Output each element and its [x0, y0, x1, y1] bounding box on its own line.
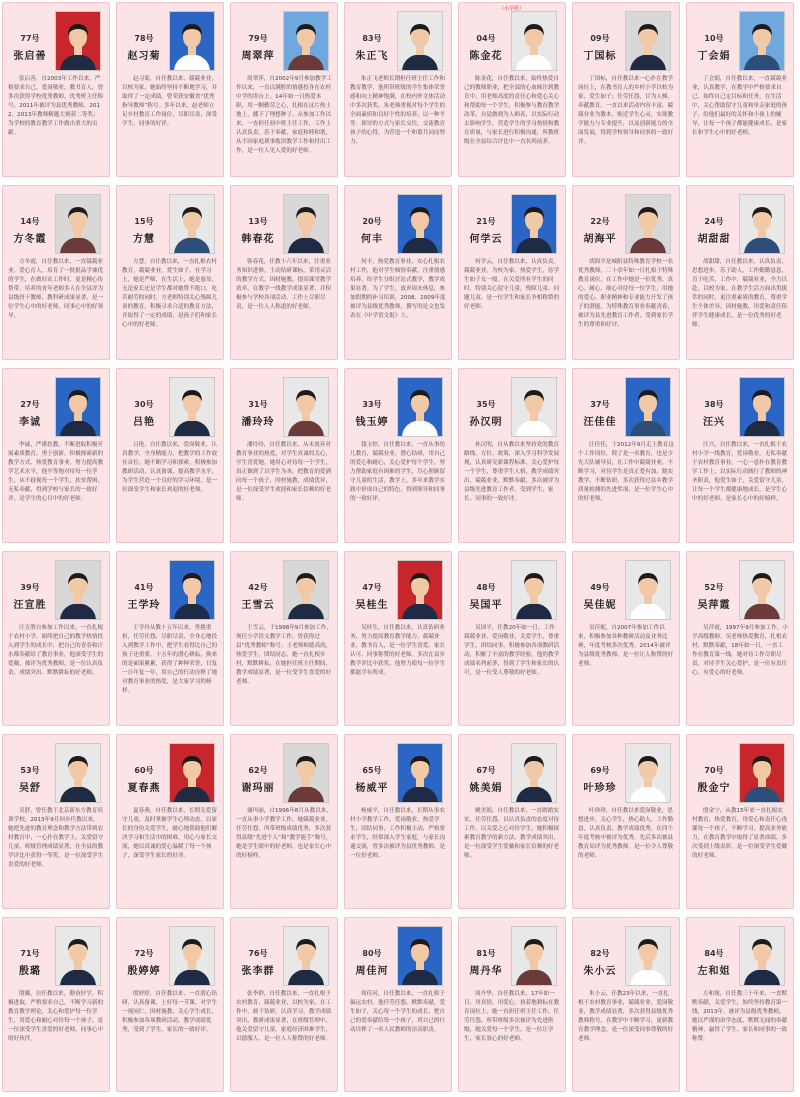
- teacher-number: 15号: [134, 217, 154, 226]
- teacher-photo: [169, 194, 215, 254]
- teacher-bio: 丁国标，自任教以来一心扑在教学岗位上，在教书育人的乡村小学以校为家，爱生如子；任劳任怨，甘为人梯，奉献教育，一直以来活动内容丰富，兢兢业业为教本，贴近学生心灵，实现教学能力与专业提升，以及创新能力的全面发展，得到学校领导和同事的一致好评。: [578, 76, 674, 145]
- teacher-card: [458, 551, 566, 726]
- teacher-photo: [511, 194, 557, 254]
- teacher-number: 60号: [134, 766, 154, 775]
- teacher-card: [572, 551, 680, 726]
- teacher-photo: [397, 926, 443, 986]
- teacher-name: 殷金宁: [697, 783, 731, 794]
- teacher-photo: [169, 743, 215, 803]
- teacher-photo: [739, 560, 785, 620]
- teacher-bio: 吴桂生，自任教以来，认真钻研业务，努力提高教育教学能力，兢兢业业，教书育人，是一位学生喜爱、家长认可、同事称赞的好老师。多次在县乡教学评比中获奖，他努力使每一位学生都能学有所成。: [350, 625, 446, 676]
- teacher-card: [230, 368, 338, 543]
- teacher-card: [572, 185, 680, 360]
- teacher-card: [686, 368, 794, 543]
- teacher-name: 丁国标: [583, 51, 617, 62]
- teacher-number: 33号: [362, 400, 382, 409]
- teacher-name: 吴佳妮: [583, 600, 617, 611]
- teacher-number: 47号: [362, 583, 382, 592]
- teacher-bio: 殷婷婷，自任教以来，一直潜心钻研，认真备课，上好每一节课，对学生一视同仁，因材施教，关心学生成长，积极参加各项教研活动，教学成绩优秀，受到了学生、家长的一致好评。: [122, 991, 218, 1033]
- teacher-photo: [397, 743, 443, 803]
- teacher-card: [2, 2, 110, 177]
- teacher-number: 65号: [362, 766, 382, 775]
- teacher-name: 钱玉婷: [355, 417, 389, 428]
- teacher-bio: 潘玲玲，自任教以来，从未放弃对教育事业的热爱，对学生真诚的关心，学生喜爱她，她用心对待每一个学生，真正做到了以学生为本，把教育的爱洒向每一个孩子，因材施教，成绩优异，是一位深受学生欢迎和家长信赖的好老师。: [236, 442, 332, 502]
- teacher-card: [344, 551, 452, 726]
- teacher-bio: 李诚，严谨扶教，不断进取积极开展素质教育，勇于创新，积极探索新的教学方式，热爱教育事业，努力提高教学艺术水平，他平等地对待每一位学生，从不歧视每一个学生，扶贫帮困，无私奉献，得到学校与家长的一致好评，是学生的心目中的好老师。: [8, 442, 104, 502]
- teacher-card: [458, 368, 566, 543]
- teacher-photo: [397, 377, 443, 437]
- teacher-card: [686, 734, 794, 909]
- teacher-number: 70号: [704, 766, 724, 775]
- teacher-card: [230, 734, 338, 909]
- teacher-photo: [55, 560, 101, 620]
- teacher-name: 吕艳: [133, 417, 155, 428]
- teacher-photo: [55, 926, 101, 986]
- teacher-name: 韩春花: [241, 234, 275, 245]
- teacher-number: 69号: [590, 766, 610, 775]
- teacher-bio: 何学云，自任教以来，认真负责，兢兢业业，为校为家。热爱学生，待学生如子女一般。在关爱所有学生的同时，特别关心留守儿童，残障儿童、问题儿童，是一位学生和家长争相称赞的好老师。: [464, 259, 560, 310]
- teacher-number: 14号: [20, 217, 40, 226]
- teacher-number: 62号: [248, 766, 268, 775]
- teacher-photo: [511, 926, 557, 986]
- teacher-card: [230, 551, 338, 726]
- teacher-name: 孙汉明: [469, 417, 503, 428]
- teacher-bio: 夏春燕，自任教以来，长期关爱留守儿童，及时掌握学生心理动态，以家长的身份关爱学生，耐心地帮助他们解决学习和生活中的困难，用心与家长交流，她以真诚的爱心温暖了每一个孩子，深受学生家长的好评。: [122, 808, 218, 859]
- teacher-photo: [55, 743, 101, 803]
- teacher-name: 张李群: [241, 966, 275, 977]
- teacher-bio: 周佳河，自任教以来，一直扎根于偏远农村，他任劳任怨，默默奉献，爱生如子，关心每一个学生的成长，把自己的爱奉献给每一个孩子，用自己的行动诠释了一名人民教师的崇高职责。: [350, 991, 446, 1033]
- teacher-card: [2, 368, 110, 543]
- teacher-number: 83号: [362, 34, 382, 43]
- teacher-name: 方冬霞: [13, 234, 47, 245]
- teacher-bio: 汪佳佳，于2012年9月走上教育这个工作岗位，除了是一名教育，也是少先大队辅导员，在工作中兢兢业业，不断学习，对待学生是真正爱有加。踏实教学，不断钻研，多次获得过县乡教学质量检测的先进奖项，是一位学生心中的好老师。: [578, 442, 674, 502]
- teacher-bio: 钱玉婷，自任教以来，一直从事幼儿教育，兢兢业业，潜心钻研，用自己的爱心和耐心，关心爱护每个学生，努力帮助家庭有困难的学生，尽心照顾留守儿童的生活，教学上，多年来教学实践中形成自己的特色，得到领导和同事的一致好评。: [350, 442, 446, 502]
- teacher-number: 82号: [590, 949, 610, 958]
- teacher-photo: [739, 377, 785, 437]
- teacher-bio: 王雪云，于1998年9月参加工作，现任小学语文教学工作，曾获得过县“优秀教师”称号，王老师师德高尚，热爱学生，团结同志，她一直扎根乡村，默默耕耘，在她担任班主任期间，教学成绩显著，是一位受学生喜爱的好老师。: [236, 625, 332, 685]
- teacher-photo: [283, 926, 329, 986]
- teacher-name: 姚美娟: [469, 783, 503, 794]
- teacher-name: 杨威平: [355, 783, 389, 794]
- teacher-number: 52号: [704, 583, 724, 592]
- teacher-name: 陈金花: [469, 51, 503, 62]
- teacher-bio: 胡海平是城阳县特殊教育学校一名优秀教师，二十余年如一日扎根于特殊教育岗位，在工作中她是一位优秀、真心、耐心、细心对待每一位学生，用她的爱心、职业精神和专业能力开发了孩子的潜能，为特殊教育事业奉献青春，被评为县先进教育工作者，受到家长学生的尊重和好评。: [578, 259, 674, 328]
- teacher-bio: 叶珍珍，自任教以来爱岗敬业，思想进步，关心学生，热心助人，工作勤恳，认真负责，教学成绩优秀，在四个年度考核中被评为优秀，先后多次被县教育局评为优秀教师，是一位令人尊敬的老师。: [578, 808, 674, 859]
- teacher-card: [458, 917, 566, 1092]
- teacher-number: 84号: [704, 949, 724, 958]
- teacher-bio: 吴萍霞，1997年9月参加工作，小学高级教师。吴老师热爱教育，扎根农村，默默奉献，18年如一日，一直工作在教育第一线，她对待工作尽职尽责，对待学生关心爱护，是一位有责任心、有爱心的好老师。: [692, 625, 788, 676]
- teacher-card: [686, 2, 794, 177]
- teacher-number: 72号: [134, 949, 154, 958]
- teacher-photo: [283, 560, 329, 620]
- teacher-name: 周翠萍: [241, 51, 275, 62]
- teacher-card: [572, 368, 680, 543]
- teacher-bio: 张李群，自任教以来，一直扎根于农村教育，兢兢业业，以校为家，在工作中，敢于钻研，认真学习，教学成绩突出，教研成果显著，在班级管理中，他关爱留守儿童，家庭经济困难学生，以德服人，是一位人人称赞的好老师。: [236, 991, 332, 1042]
- teacher-number: 41号: [134, 583, 154, 592]
- teacher-card: [458, 2, 566, 177]
- teacher-photo: [283, 377, 329, 437]
- teacher-photo: [169, 926, 215, 986]
- teacher-photo: [55, 194, 101, 254]
- teacher-name: 吴舒: [19, 783, 41, 794]
- teacher-photo: [169, 377, 215, 437]
- teacher-name: 左和姐: [697, 966, 731, 977]
- teacher-name: 吴桂生: [355, 600, 389, 611]
- teacher-photo: [625, 377, 671, 437]
- teacher-card: [344, 368, 452, 543]
- teacher-photo: [283, 194, 329, 254]
- teacher-number: 09号: [590, 34, 610, 43]
- teacher-name: 叶珍珍: [583, 783, 617, 794]
- teacher-name: 胡海平: [583, 234, 617, 245]
- teacher-card: [116, 734, 224, 909]
- teacher-name: 殷婷婷: [127, 966, 161, 977]
- teacher-name: 李诚: [19, 417, 41, 428]
- teacher-photo: [739, 11, 785, 71]
- teacher-bio: 左和姐，自任教三十年来，一直默默奉献，关爱学生，始终坚持教育第一线，2013年，被评为县级优秀教师，她以严谨的治学态度，默默无闻的奉献精神，赢得了学生、家长和同事的一致称赞。: [692, 991, 788, 1042]
- teacher-bio: 王学玲从教十五年以来，勇挑重担，任劳任怨，尽职尽责，全身心地投入到教学工作中，把学生看得比自己的孩子还重要，十五年的潜心耕耘，换来的是硕果累累，获得了种种荣誉，日复一日年复一年，用自己的行动诠释了她对教育事业的热爱，是大家学习的榜样。: [122, 625, 218, 694]
- teacher-bio: 陈金花，自任教以来，始终热爱自己的教师职业，把全部的心血倾注到教育中，用老师高度的责任心和爱心关心和帮助每一个学生，积极参与教育教学改革，自觉做到为人师表，以实际行动去影响学生，营造学生的学习热情和教育质量，与家长进行积极沟通，所教班级在全县综合评比中一直名列前茅。: [464, 76, 560, 145]
- teacher-name: 夏春燕: [127, 783, 161, 794]
- teacher-number: 53号: [20, 766, 40, 775]
- teacher-bio: 殷璐，自任教以来，勤奋好学，积极进取，严格要求自己，不断学习新的教育教学理论，关心和爱护每一位学生，用爱心和耐心对待每一个孩子，是一位深受学生喜爱的好老师，同事心中的好伙伴。: [8, 991, 104, 1042]
- teacher-bio: 朱小云，任教23年以来，一直扎根于农村教育事业，兢兢业业，爱岗敬业，教学成绩显著，多次获得县级优秀教师称号，在教学中不断学习，更新教育教学理念，是一位深受同事尊敬的好老师。: [578, 991, 674, 1042]
- teacher-number: 71号: [20, 949, 40, 958]
- teacher-card: [2, 551, 110, 726]
- teacher-card: [344, 2, 452, 177]
- teacher-photo: [625, 926, 671, 986]
- teacher-card: [230, 917, 338, 1092]
- teacher-card: [344, 734, 452, 909]
- teacher-number: 49号: [590, 583, 610, 592]
- teacher-grid: [2, 2, 798, 1095]
- teacher-number: 24号: [704, 217, 724, 226]
- teacher-bio: 吴舒，曾任教于北京新东方教育培训学校，2013年9月回乡任教以来，她把先进的教育理念和教学方法带到农村教育中，一心扑在教学上，关爱留守儿童，班级管理成绩显著，在全县的教学评比中获得一等奖，是一位深受学生喜爱的好老师。: [8, 808, 104, 868]
- teacher-number: 80号: [362, 949, 382, 958]
- teacher-number: 38号: [704, 400, 724, 409]
- teacher-number: 39号: [20, 583, 40, 592]
- teacher-name: 何学云: [469, 234, 503, 245]
- teacher-name: 赵习菊: [127, 51, 161, 62]
- teacher-name: 汪佳佳: [583, 417, 617, 428]
- teacher-bio: 吴佳妮，自2007年参加工作以来，积极参加各种教研活动及业务比赛，年度考核多次优秀。2014年被评为县级优秀教师，是一位让人称赞的好老师。: [578, 625, 674, 667]
- teacher-bio: 周翠萍，自2002年9月参加教学工作以来，一直以满腔的情感投身在农村中学的讲台上。14年如一日热爱本职，用一颗勤劳之心，扎根在这片热土地上，播下了理想种子。从参加工作以来，一直担任初中班主任工作，工作上认真负责，乐于奉献，家庭和睦和谐，从不因家庭琐事耽误教学工作和付出工作，是一位人见人爱的好老师。: [236, 76, 332, 154]
- group-tag: （小学组）: [499, 6, 525, 12]
- teacher-bio: 周丹华，自任教以来，17年如一日，用真情，用爱心，执着地耕耘在教育岗位上，她一直担任班主任工作，任劳任怨，所带班级多次被评为先进班级，她关爱每一个学生，是一位让学生、家长放心的好老师。: [464, 991, 560, 1042]
- teacher-name: 吴国平: [469, 600, 503, 611]
- teacher-bio: 殷金宁，从教15年来一直扎根农村教育，热爱教育，用爱心和责任心浇灌每一个孩子，不断学习，提高业务能力，在教育教学中取得了显著成绩，多次受到上级表彰，是一位深受学生爱戴的好老师。: [692, 808, 788, 859]
- teacher-photo: [625, 11, 671, 71]
- teacher-name: 丁会娟: [697, 51, 731, 62]
- teacher-number: 76号: [248, 949, 268, 958]
- teacher-name: 王学玲: [127, 600, 161, 611]
- teacher-card: [2, 185, 110, 360]
- teacher-name: 何丰: [361, 234, 383, 245]
- teacher-name: 汪宣胜: [13, 600, 47, 611]
- teacher-bio: 汪兴，自任教以来，一直扎根于农村小学一线教育，爱岗敬业，无私奉献于农村教育事业，一心一意扑在教育教学工作上，以实际行动践行了教师的神圣职责，他爱生如子，关爱留守儿童，让每一个学生都健康地成长，是学生心中的好老师，是家长心中的好榜样。: [692, 442, 788, 502]
- teacher-card: [572, 917, 680, 1092]
- teacher-number: 20号: [362, 217, 382, 226]
- teacher-name: 王雪云: [241, 600, 275, 611]
- teacher-card: [2, 917, 110, 1092]
- teacher-card: [116, 551, 224, 726]
- teacher-photo: [511, 560, 557, 620]
- teacher-number: 37号: [590, 400, 610, 409]
- teacher-name: 殷璐: [19, 966, 41, 977]
- teacher-number: 67号: [476, 766, 496, 775]
- teacher-card: [458, 734, 566, 909]
- teacher-name: 潘玲玲: [241, 417, 275, 428]
- teacher-name: 周佳河: [355, 966, 389, 977]
- teacher-number: 35号: [476, 400, 496, 409]
- teacher-number: 30号: [134, 400, 154, 409]
- teacher-photo: [283, 11, 329, 71]
- teacher-photo: [511, 11, 557, 71]
- teacher-number: 13号: [248, 217, 268, 226]
- teacher-card: [230, 185, 338, 360]
- teacher-bio: 韩春花，任教十六年以来，注重业务知识进修，主动钻研课标，采用灵活的教学方式，因材施教，提高课堂教学效率，在教学一线教学成果显著，并积极参与学校各项活动，工作上尽职尽责，是一位人人称道的好老师。: [236, 259, 332, 310]
- teacher-card: [116, 917, 224, 1092]
- teacher-bio: 孙汉明，自从教以来坚持党的教育路线、方针、政策，深入学习科学发展观，认真研究新课程标准，关心爱护每一个学生，尊重学生人格，教学成绩突出，兢兢业业，默默奉献，多次被评为县级先进教育工作者，受到学生、家长、同事的一致好评。: [464, 442, 560, 502]
- teacher-number: 78号: [134, 34, 154, 43]
- teacher-photo: [397, 11, 443, 71]
- teacher-name: 吴萍霞: [697, 600, 731, 611]
- teacher-bio: 谢玛丽，自1996年8月从教以来，一直从事小学教学工作，她兢兢业业，任劳任怨，所带班级成绩优秀，多次获得县级“先进个人”和“教学能手”称号，她是学生眼中的好老师，也是家长心中的好榜样。: [236, 808, 332, 859]
- teacher-number: 21号: [476, 217, 496, 226]
- teacher-card: [116, 2, 224, 177]
- teacher-bio: 杨威平，自任教以来，长期从事农村小学教学工作，爱岗敬业，热爱学生，团结同事，工作积极主动，严格要求学生，经常深入学生家庭，与家长沟通交流，曾多次被评为县优秀教师，是一位好老师。: [350, 808, 446, 859]
- teacher-photo: [169, 11, 215, 71]
- teacher-number: 27号: [20, 400, 40, 409]
- teacher-name: 周丹华: [469, 966, 503, 977]
- teacher-name: 胡甜甜: [697, 234, 731, 245]
- teacher-number: 77号: [20, 34, 40, 43]
- teacher-number: 31号: [248, 400, 268, 409]
- teacher-photo: [739, 926, 785, 986]
- teacher-bio: 方慧，自任教以来，一直扎根农村教育，兢兢业业，爱生如子。在学习上，她是严师，在生活上，她是慈母，无论家长还是学生都对她赞不绝口，吃苦耐劳的同时，方老师特别关心残障儿童的教育，积极寻求合适的教育方法，并取得了一定的成绩，是孩子们和家长心中的好老师。: [122, 259, 218, 328]
- teacher-photo: [625, 560, 671, 620]
- teacher-number: 81号: [476, 949, 496, 958]
- teacher-card: [116, 185, 224, 360]
- teacher-bio: 吴国平，任教20年如一日，工作兢兢业业，爱岗敬业，关爱学生，尊重学生，团结同事，积极参加各项教研活动，积累了丰富的教学经验，他的教学成绩名列前茅，得到了学生和家长的认可，是一位受人尊敬的好老师。: [464, 625, 560, 676]
- teacher-name: 方慧: [133, 234, 155, 245]
- teacher-photo: [739, 743, 785, 803]
- teacher-photo: [55, 377, 101, 437]
- teacher-bio: 吕艳，自任教以来，爱岗敬业，认真教学，全身精能力，把教学的工作放在首位。她不断学习和探索，积极参加教研活动，认真备课，提高教学水平，为学生营造一个良好的学习环境，是一位深受学生和家长欢迎的好老师。: [122, 442, 218, 493]
- teacher-card: [344, 917, 452, 1092]
- teacher-photo: [625, 194, 671, 254]
- teacher-photo: [625, 743, 671, 803]
- teacher-card: [2, 734, 110, 909]
- teacher-photo: [511, 377, 557, 437]
- teacher-bio: 何丰，热爱教育事业，安心扎根农村工作，他对学生倾情奉献，注重情感培养，给学生分组讨论式教学，教学成果显著。为了学生，放弃周末休息，参加假期的补习培训，2008、2009年度被评为县级优秀教师，撰写的论文也发表在《中学语文报》上。: [350, 259, 446, 319]
- teacher-number: 79号: [248, 34, 268, 43]
- teacher-bio: 方冬霞，自任教以来，一直兢兢业业，爱心育人，培育了一批批品学兼优的学生，在做好农工作时，更是精心传帮带，培养的青年老师多人在全县评为县级骨干教师，教科研成果显著，是一位学生心中的好老师，同事心中的好领导。: [8, 259, 104, 319]
- teacher-number: 22号: [590, 217, 610, 226]
- teacher-card: [344, 185, 452, 360]
- teacher-photo: [169, 560, 215, 620]
- teacher-photo: [397, 194, 443, 254]
- teacher-name: 朱正飞: [355, 51, 389, 62]
- teacher-name: 张启善: [13, 51, 47, 62]
- teacher-name: 汪兴: [703, 417, 725, 428]
- teacher-photo: [511, 743, 557, 803]
- teacher-card: [230, 2, 338, 177]
- teacher-bio: 姚美娟，自任教以来，一直踏踏实实，任劳任怨，以认真负责的态度对待工作，以关爱之心对待学生，她积极探索教育教学的新方法，教学成绩突出，是一位深受学生爱戴和家长信赖的好老师。: [464, 808, 560, 859]
- teacher-bio: 汪宣胜自参加工作以来，一直扎根于农村小学，始终把自己的教学热情投入到学生的成长中，把自己的青春和汗水都奉献给了教育事业，他深受学生的爱戴，被评为优秀教师，是一位认真负责、成绩突出、默默耕耘的好老师。: [8, 625, 104, 676]
- teacher-number: 10号: [704, 34, 724, 43]
- teacher-card: [458, 185, 566, 360]
- teacher-number: 04号: [476, 34, 496, 43]
- teacher-photo: [397, 560, 443, 620]
- teacher-card: [686, 185, 794, 360]
- teacher-name: 谢玛丽: [241, 783, 275, 794]
- teacher-photo: [55, 11, 101, 71]
- teacher-card: [686, 917, 794, 1092]
- teacher-number: 48号: [476, 583, 496, 592]
- teacher-card: [572, 2, 680, 177]
- teacher-bio: 朱正飞老师长期担任班主任工作和教育教学，他所带班级的学生集体荣誉感和向上精神饱满，在校内外文体活动中多次获奖。朱老师重视对每个学生的全面素质和良好个性的培养，以一种平等、探讨的方式与家长交往，交流教育孩子的心得，为营造一个和谐共同而努力。: [350, 76, 446, 145]
- teacher-name: 朱小云: [583, 966, 617, 977]
- teacher-number: 42号: [248, 583, 268, 592]
- teacher-bio: 赵习菊，自任教以来，兢兢业业，以校为家。她始终坚持不断地学习，并取得了一定成绩，曾荣获安徽省“优秀指导教师”称号。多年以来，赵老师立足乡村教育工作岗位，尽职尽责，深受学生、同事的好评。: [122, 76, 218, 127]
- teacher-photo: [739, 194, 785, 254]
- teacher-photo: [283, 743, 329, 803]
- teacher-card: [572, 734, 680, 909]
- teacher-card: [116, 368, 224, 543]
- teacher-card: [686, 551, 794, 726]
- teacher-bio: 胡甜甜，自任教以来，认真负责，思想进步，乐于助人，工作勤勤恳恳，肯于吃苦，工作中，兢兢业业，全力以赴，以校为家，在教学生活方面出类拔萃的同时，更注重素质的教育，尊重学生个体差异，因材施教，用爱和责任陪伴学生健康成长，是一位优秀的好老师。: [692, 259, 788, 328]
- teacher-bio: 丁会娟，自任教以来，一直兢兢业业，认真教学，在教学中严格要求自己，始终自己定目标和任务，在生活中，关心帮助留守儿童和单亲家庭的孩子，给他们最好的关怀和小孩上的辅导，让每一个孩子都能健康成长，是家长和学生心中的好老师。: [692, 76, 788, 136]
- teacher-bio: 张启善，自2003年工作以来，严格要求自己，爱岗敬业，教书育人，曾多次获得学校优秀教师，优秀班主任称号。2011年被评为县优秀教师，2012，2013年教师精题大赛获二等奖；为学校的教育教学工作做出重大的贡献。: [8, 76, 104, 136]
